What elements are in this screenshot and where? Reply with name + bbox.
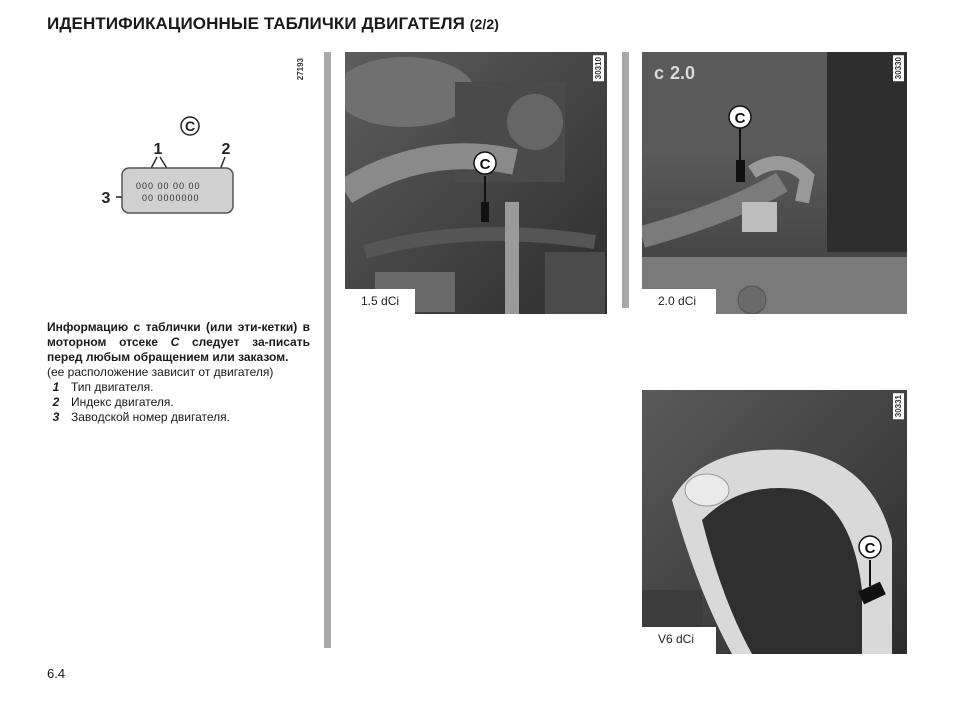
photo-caption: V6 dCi [642,627,716,654]
photo-marker-c: C [864,540,876,557]
photo-ref-number: 30330 [894,57,903,80]
page-title [47,14,499,34]
plate-location-mark [481,202,489,222]
photo-ref-number: 30310 [594,57,603,80]
diagram-letter: C [184,118,196,134]
legend-number: 3 [52,410,60,424]
legend-label: Заводской номер двигателя. [71,410,230,424]
instruction-c: C [170,335,180,349]
legend-item [47,380,310,395]
instruction-paragraph [47,320,310,365]
plate-location-mark [736,160,745,182]
legend-item [47,410,310,425]
engine-photo-1-5-dci [345,52,607,314]
legend-label: Тип двигателя. [71,380,154,394]
engine-photo-2-0-dci [642,52,907,314]
column-divider [622,52,629,308]
legend-number: 1 [52,380,60,394]
plate-diagram [90,110,250,220]
title-text: ИДЕНТИФИКАЦИОННЫЕ ТАБЛИЧКИ ДВИГАТЕЛЯ [47,14,465,33]
callout-3: 3 [101,190,111,207]
plate-row-1: 000 00 00 00 [136,181,201,191]
photo-caption: 1.5 dCi [345,289,415,314]
c-marker-icon [181,117,199,135]
legend-label: Индекс двигателя. [71,395,174,409]
engine-badge: c 2.0 [654,63,696,83]
diagram-ref-number: 27193 [296,58,305,81]
photo-marker-c: C [479,156,491,173]
photo-ref-number: 30331 [894,395,903,418]
column-divider [324,52,331,648]
instruction-part-2: следует за-писать перед любым обращением или заказом. [47,335,310,364]
legend-item [47,395,310,410]
description-block [47,320,310,425]
plate-row-2: 00 0000000 [142,193,200,203]
callout-2: 2 [221,141,231,158]
page-number: 6.4 [47,666,66,681]
photo-marker-c: C [734,110,746,127]
location-note: (ее расположение зависит от двигателя) [47,365,274,379]
instruction-part-1: Информацию с таблички (или эти-кетки) в моторном отсеке [47,320,310,349]
legend-number: 2 [52,395,60,409]
photo-caption: 2.0 dCi [642,289,716,314]
callout-1: 1 [153,141,163,158]
title-part: (2/2) [469,16,500,32]
engine-photo-v6-dci [642,390,907,654]
